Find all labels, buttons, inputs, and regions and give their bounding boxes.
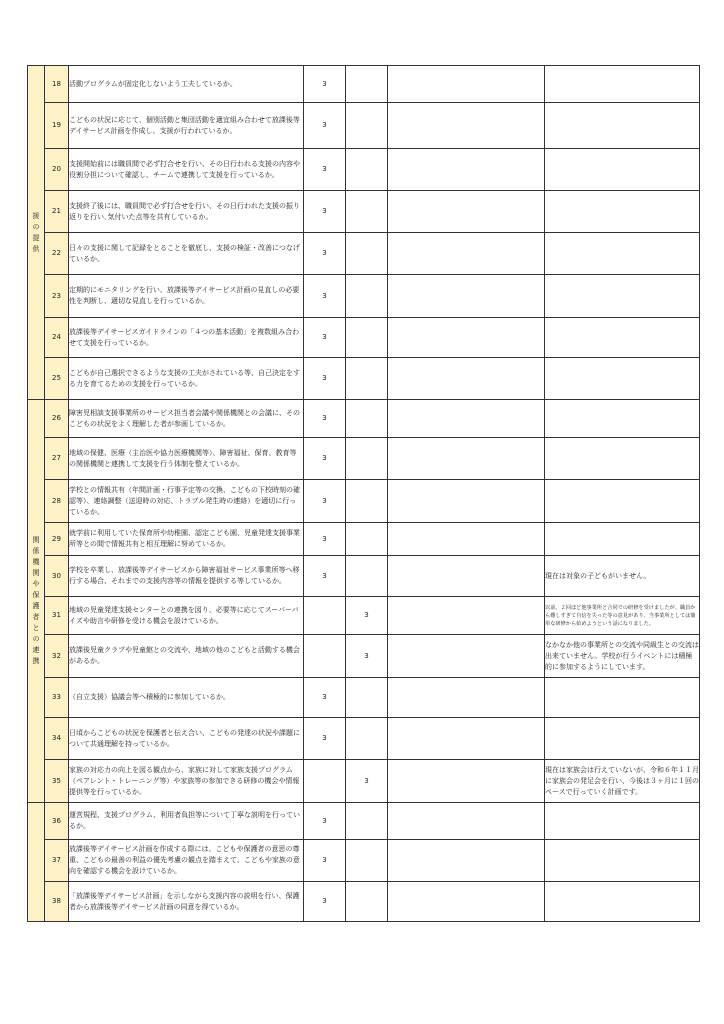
answer-no-count bbox=[346, 233, 388, 275]
answer-yes-count: 3 bbox=[304, 66, 346, 103]
answer-no-count bbox=[346, 678, 388, 718]
section-label-cell bbox=[28, 803, 45, 922]
assessment-cell bbox=[388, 233, 545, 275]
table-row bbox=[28, 597, 700, 635]
table-row bbox=[28, 556, 700, 597]
assessment-cell bbox=[388, 318, 545, 358]
improvement-note bbox=[545, 718, 700, 760]
item-question: 学校を卒業し、放課後等デイサービスから障害福祉サービス事業所等へ移行する場合、それまでの支援内容等の情報を提供する等しているか。 bbox=[69, 556, 304, 597]
item-number: 28 bbox=[45, 480, 69, 523]
answer-yes-count: 3 bbox=[304, 191, 346, 233]
improvement-note bbox=[545, 400, 700, 438]
item-number: 19 bbox=[45, 103, 69, 149]
section-label-cell bbox=[28, 66, 45, 400]
assessment-cell bbox=[388, 523, 545, 556]
section-label: 援の提供 bbox=[32, 211, 40, 253]
assessment-cell bbox=[388, 400, 545, 438]
item-question: 日頃からこどもの状況を保護者と伝え合い、こどもの発達の状況や課題について共通理解を持っているか。 bbox=[69, 718, 304, 760]
table-row bbox=[28, 840, 700, 882]
assessment-cell bbox=[388, 718, 545, 760]
table-row bbox=[28, 523, 700, 556]
assessment-cell bbox=[388, 103, 545, 149]
answer-yes-count bbox=[304, 597, 346, 635]
section-label-cell bbox=[28, 400, 45, 803]
answer-no-count bbox=[346, 840, 388, 882]
table-row bbox=[28, 803, 700, 840]
item-question: 家族の対応力の向上を図る観点から、家族に対して家族支援プログラム（ペアレント・トレーニング等）や家族等の参加できる研修の機会や情報提供等を行っているか。 bbox=[69, 760, 304, 803]
item-number: 34 bbox=[45, 718, 69, 760]
answer-no-count: 3 bbox=[346, 597, 388, 635]
table-row bbox=[28, 275, 700, 318]
answer-yes-count bbox=[304, 760, 346, 803]
improvement-note: 現在は対象の子どもがいません。 bbox=[545, 556, 700, 597]
improvement-note bbox=[545, 103, 700, 149]
answer-no-count bbox=[346, 400, 388, 438]
improvement-note bbox=[545, 233, 700, 275]
item-question: 定期的にモニタリングを行い、放課後等デイサービス計画の見直しの必要性を判断し、適切な見直しを行っているか。 bbox=[69, 275, 304, 318]
improvement-note bbox=[545, 882, 700, 922]
table-row bbox=[28, 103, 700, 149]
answer-no-count bbox=[346, 275, 388, 318]
improvement-note bbox=[545, 840, 700, 882]
table-row bbox=[28, 438, 700, 480]
item-number: 18 bbox=[45, 66, 69, 103]
answer-yes-count: 3 bbox=[304, 523, 346, 556]
improvement-note bbox=[545, 678, 700, 718]
answer-no-count bbox=[346, 66, 388, 103]
table-row bbox=[28, 760, 700, 803]
answer-yes-count: 3 bbox=[304, 718, 346, 760]
improvement-note bbox=[545, 275, 700, 318]
answer-no-count bbox=[346, 358, 388, 400]
improvement-note bbox=[545, 149, 700, 191]
answer-yes-count: 3 bbox=[304, 318, 346, 358]
assessment-cell bbox=[388, 840, 545, 882]
improvement-note: 以前、２回ほど他事業所と合同での研修を受けましたが、職員から難しすぎて自信を失った等の意見があり、当事業所としては簡単な研修から始めようという話になりました。 bbox=[545, 597, 700, 635]
item-question: 「放課後等デイサービス計画」を示しながら支援内容の説明を行い、保護者から放課後等デイサービス計画の同意を得ているか。 bbox=[69, 882, 304, 922]
table-row bbox=[28, 678, 700, 718]
table-row bbox=[28, 233, 700, 275]
answer-yes-count: 3 bbox=[304, 556, 346, 597]
item-question: 障害児相談支援事業所のサービス担当者会議や関係機関との会議に、そのこどもの状況をよく理解した者が参画しているか。 bbox=[69, 400, 304, 438]
answer-no-count bbox=[346, 480, 388, 523]
answer-no-count bbox=[346, 149, 388, 191]
improvement-note bbox=[545, 318, 700, 358]
item-question: 地域の児童発達支援センターとの連携を図り、必要等に応じてスーパーバイズや助言や研修を受ける機会を設けているか。 bbox=[69, 597, 304, 635]
item-question: 放課後児童クラブや児童館との交流や、地域の他のこどもと活動する機会があるか。 bbox=[69, 635, 304, 678]
assessment-cell bbox=[388, 678, 545, 718]
section-label: 関係機関や保護者との連携 bbox=[32, 536, 40, 665]
answer-no-count bbox=[346, 803, 388, 840]
item-number: 31 bbox=[45, 597, 69, 635]
assessment-cell bbox=[388, 275, 545, 318]
item-number: 32 bbox=[45, 635, 69, 678]
table-row bbox=[28, 358, 700, 400]
assessment-cell bbox=[388, 556, 545, 597]
item-number: 29 bbox=[45, 523, 69, 556]
item-number: 33 bbox=[45, 678, 69, 718]
assessment-cell bbox=[388, 760, 545, 803]
item-number: 36 bbox=[45, 803, 69, 840]
item-number: 21 bbox=[45, 191, 69, 233]
table-row bbox=[28, 318, 700, 358]
item-number: 35 bbox=[45, 760, 69, 803]
item-question: 日々の支援に関して記録をとることを徹底し、支援の検証・改善につなげているか。 bbox=[69, 233, 304, 275]
improvement-note bbox=[545, 66, 700, 103]
table-row bbox=[28, 882, 700, 922]
assessment-cell bbox=[388, 149, 545, 191]
item-question: 就学前に利用していた保育所や幼稚園、認定こども園、児童発達支援事業所等との間で情報共有と相互理解に努めているか。 bbox=[69, 523, 304, 556]
answer-yes-count: 3 bbox=[304, 103, 346, 149]
item-number: 22 bbox=[45, 233, 69, 275]
item-number: 25 bbox=[45, 358, 69, 400]
answer-no-count: 3 bbox=[346, 760, 388, 803]
item-question: 地域の保健、医療（主治医や協力医療機関等）、障害福祉、保育、教育等の関係機関と連携して支援を行う体制を整えているか。 bbox=[69, 438, 304, 480]
answer-yes-count: 3 bbox=[304, 358, 346, 400]
answer-yes-count: 3 bbox=[304, 882, 346, 922]
item-question: 学校との情報共有（年間計画・行事予定等の交換、こどもの下校時刻の確認等）、連絡調整（送迎時の対応、トラブル発生時の連絡）を適切に行っているか。 bbox=[69, 480, 304, 523]
table-row bbox=[28, 400, 700, 438]
assessment-cell bbox=[388, 803, 545, 840]
item-number: 27 bbox=[45, 438, 69, 480]
answer-yes-count: 3 bbox=[304, 233, 346, 275]
item-number: 20 bbox=[45, 149, 69, 191]
item-number: 23 bbox=[45, 275, 69, 318]
item-question: こどもが自己選択できるような支援の工夫がされている等、自己決定をする力を育てるための支援を行っているか。 bbox=[69, 358, 304, 400]
item-question: 放課後等デイサービスガイドラインの「４つの基本活動」を複数組み合わせて支援を行っているか。 bbox=[69, 318, 304, 358]
table-row bbox=[28, 635, 700, 678]
improvement-note: なかなか他の事業所との交流や同級生との交流は出来ていません。学校が行うイベントには積極的に参加するようにしています。 bbox=[545, 635, 700, 678]
answer-no-count bbox=[346, 318, 388, 358]
assessment-cell bbox=[388, 882, 545, 922]
answer-yes-count: 3 bbox=[304, 275, 346, 318]
answer-no-count bbox=[346, 191, 388, 233]
item-number: 24 bbox=[45, 318, 69, 358]
improvement-note bbox=[545, 438, 700, 480]
improvement-note: 現在は家族会は行えていないが、令和６年１１月に家族会の発足会を行い、今後は３ヶ月に１回のペースで行っていく計画です。 bbox=[545, 760, 700, 803]
improvement-note bbox=[545, 803, 700, 840]
table-row bbox=[28, 191, 700, 233]
answer-no-count bbox=[346, 523, 388, 556]
assessment-cell bbox=[388, 191, 545, 233]
answer-no-count bbox=[346, 882, 388, 922]
answer-yes-count: 3 bbox=[304, 438, 346, 480]
table-row bbox=[28, 480, 700, 523]
answer-yes-count: 3 bbox=[304, 678, 346, 718]
table-row bbox=[28, 66, 700, 103]
item-question: 活動プログラムが固定化しないよう工夫しているか。 bbox=[69, 66, 304, 103]
assessment-cell bbox=[388, 597, 545, 635]
answer-no-count bbox=[346, 556, 388, 597]
answer-yes-count bbox=[304, 635, 346, 678]
answer-no-count bbox=[346, 438, 388, 480]
item-number: 26 bbox=[45, 400, 69, 438]
item-number: 30 bbox=[45, 556, 69, 597]
table-row bbox=[28, 718, 700, 760]
assessment-cell bbox=[388, 438, 545, 480]
answer-yes-count: 3 bbox=[304, 149, 346, 191]
improvement-note bbox=[545, 523, 700, 556]
answer-yes-count: 3 bbox=[304, 480, 346, 523]
item-question: （自立支援）協議会等へ積極的に参加しているか。 bbox=[69, 678, 304, 718]
answer-no-count: 3 bbox=[346, 635, 388, 678]
assessment-cell bbox=[388, 358, 545, 400]
item-question: 放課後等デイサービス計画を作成する際には、こどもや保護者の意思の尊重、こどもの最善の利益の優先考慮の観点を踏まえて、こどもや家族の意向を確認する機会を設けているか。 bbox=[69, 840, 304, 882]
improvement-note bbox=[545, 358, 700, 400]
evaluation-table bbox=[27, 65, 700, 922]
item-number: 38 bbox=[45, 882, 69, 922]
answer-yes-count: 3 bbox=[304, 400, 346, 438]
assessment-cell bbox=[388, 635, 545, 678]
table-row bbox=[28, 149, 700, 191]
item-number: 37 bbox=[45, 840, 69, 882]
answer-no-count bbox=[346, 718, 388, 760]
assessment-cell bbox=[388, 66, 545, 103]
answer-no-count bbox=[346, 103, 388, 149]
item-question: 運営規程、支援プログラム、利用者負担等について丁寧な説明を行っているか。 bbox=[69, 803, 304, 840]
improvement-note bbox=[545, 191, 700, 233]
item-question: こどもの状況に応じて、個別活動と集団活動を適宜組み合わせて放課後等デイサービス計画を作成し、支援が行われているか。 bbox=[69, 103, 304, 149]
answer-yes-count: 3 bbox=[304, 840, 346, 882]
assessment-cell bbox=[388, 480, 545, 523]
answer-yes-count: 3 bbox=[304, 803, 346, 840]
improvement-note bbox=[545, 480, 700, 523]
item-question: 支援終了後には、職員間で必ず打合せを行い、その日行われた支援の振り返りを行い､気付いた点等を共有しているか。 bbox=[69, 191, 304, 233]
item-question: 支援開始前には職員間で必ず打合せを行い、その日行われる支援の内容や役割分担について確認し、チームで連携して支援を行っているか。 bbox=[69, 149, 304, 191]
